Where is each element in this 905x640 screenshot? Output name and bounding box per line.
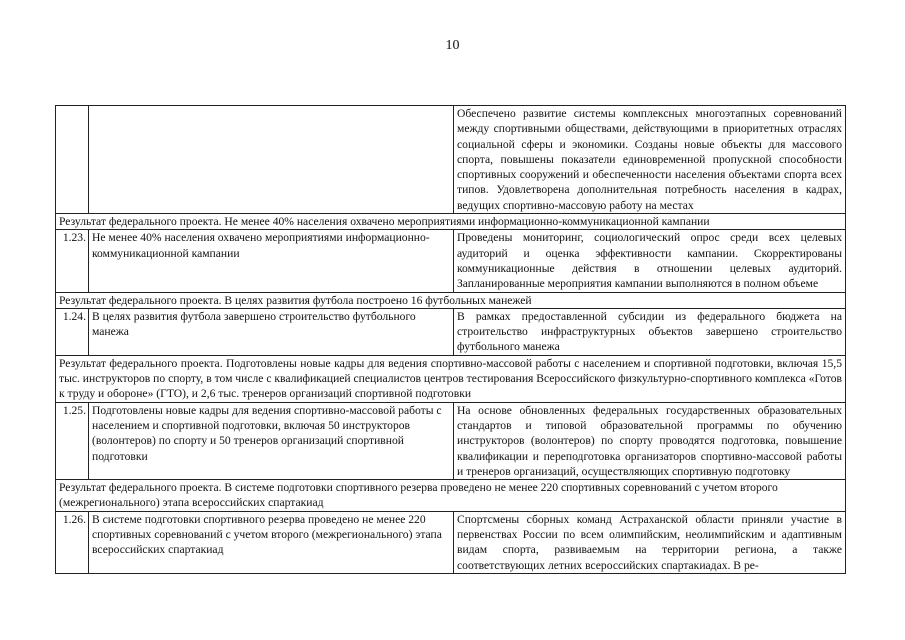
project-result-header: Результат федерального проекта. Подготовлены новые кадры для ведения спортивно-массовой работы с населением и спортивной подготовки, включая 15,5 тыс. инструкторов по спорту, в том числе с квалификацией специалистов центров тестирования Всероссийского физкультурно-спортивного комплекса «Готов к труду и обороне» (ГТО), и 2,6 тыс. тренеров организаций спортивной подготовки [56, 355, 846, 402]
event-result-cell: На основе обновленных федеральных государственных образовательных стандартов и типовой образовательной программы по обучению инструкторов (волонтеров) по спорту проводятся подготовка, повышение квалификации и переподготовка организаторов спортивно-массовой работы и тренеров организаций, осуществляющих спортивную подготовку [454, 402, 846, 479]
event-result-cell: В рамках предоставленной субсидии из федерального бюджета на строительство инфраструктурных объектов завершено строительство футбольного манежа [454, 308, 846, 355]
event-result-cell: Обеспечено развитие системы комплексных многоэтапных соревнований между спортивными обществами, действующими в приоритетных отраслях социальной сферы и экономики. Созданы новые объекты для массового спорта, повышены показатели единовременной пропускной способности спортивных сооружений и обеспеченности населения объектами спорта всех типов. Удовлетворена дополнительная потребность населения в кадрах, ведущих спортивно-массовую работу на местах [454, 106, 846, 214]
project-result-header-row [56, 355, 846, 402]
table-row [56, 308, 846, 355]
project-result-header: Результат федерального проекта. В целях развития футбола построено 16 футбольных манежей [56, 292, 846, 308]
row-number: 1.23. [56, 230, 89, 292]
table-row [56, 511, 846, 573]
event-description-cell: Подготовлены новые кадры для ведения спортивно-массовой работы с населением и спортивной подготовки, включая 50 инструкторов (волонтеров) по спорту и 50 тренеров организаций спортивной подготовки [89, 402, 454, 479]
event-description-cell [89, 106, 454, 214]
row-number-cell [56, 106, 89, 214]
event-result-cell: Спортсмены сборных команд Астраханской области приняли участие в первенствах России по всем олимпийским, неолимпийским и адаптивным видам спорта, развиваемым на территории региона, а также соответствующих летних всероссийских спартакиадах. В ре- [454, 511, 846, 573]
row-number: 1.25. [56, 402, 89, 479]
project-result-header-row [56, 480, 846, 512]
project-result-header-row [56, 214, 846, 230]
row-number: 1.26. [56, 511, 89, 573]
table-row-continuation [56, 106, 846, 214]
project-result-header: Результат федерального проекта. В системе подготовки спортивного резерва проведено не менее 220 спортивных соревнований с учетом второго (межрегионального) этапа всероссийских спартакиад [56, 480, 846, 512]
row-number: 1.24. [56, 308, 89, 355]
event-description-cell: В целях развития футбола завершено строительство футбольного манежа [89, 308, 454, 355]
project-result-header-row [56, 292, 846, 308]
page-number: 10 [445, 38, 460, 53]
event-description-cell: В системе подготовки спортивного резерва проведено не менее 220 спортивных соревнований с учетом второго (межрегионального) этапа всероссийских спартакиад [89, 511, 454, 573]
event-result-cell: Проведены мониторинг, социологический опрос среди всех целевых аудиторий и оценка эффективности кампании. Скорректированы коммуникационные действия в отношении целевых аудиторий. Запланированные мероприятия кампании выполняются в полном объеме [454, 230, 846, 292]
project-result-header: Результат федерального проекта. Не менее 40% населения охвачено мероприятиями информационно-коммуникационной кампании [56, 214, 846, 230]
event-description-cell: Не менее 40% населения охвачено мероприятиями информационно-коммуникационной кампании [89, 230, 454, 292]
table-row [56, 402, 846, 479]
table-row [56, 230, 846, 292]
results-table [55, 105, 846, 574]
